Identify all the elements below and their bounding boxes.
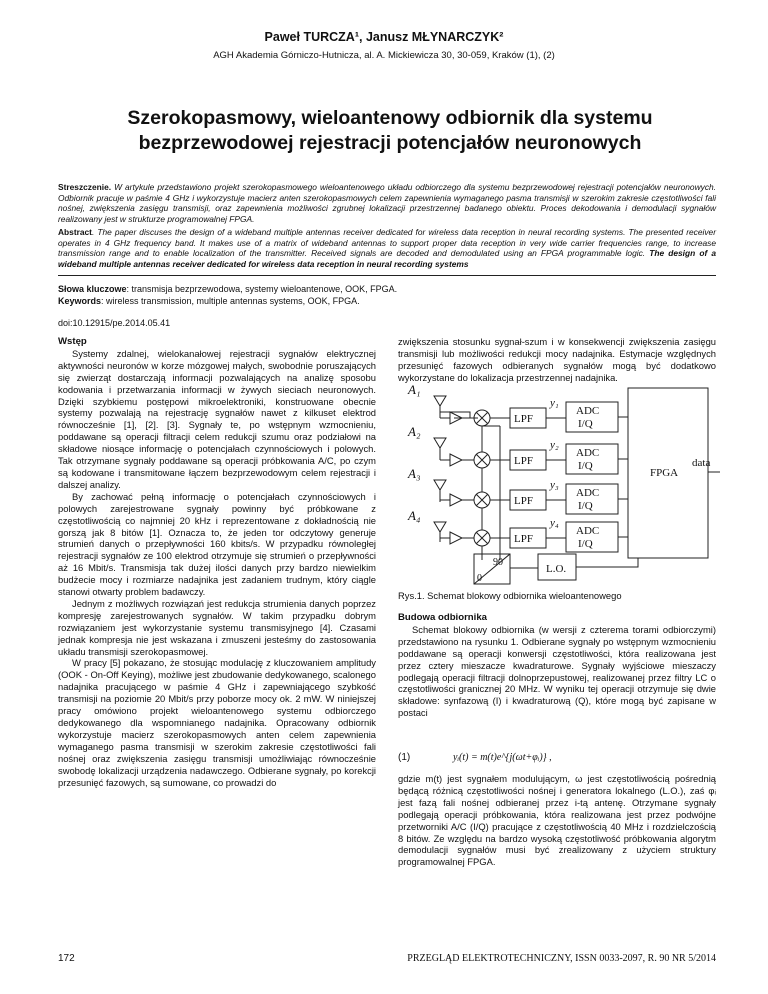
- fpga-label: FPGA: [650, 467, 679, 479]
- page-number: 172: [58, 953, 75, 964]
- antenna-icon: [434, 480, 446, 502]
- data-label: data: [692, 457, 711, 469]
- left-column: [58, 336, 376, 788]
- antenna-label: A₄: [408, 508, 421, 523]
- right-intro: [398, 336, 716, 384]
- lpf-label: LPF: [514, 413, 533, 425]
- output-label: y₂: [550, 439, 559, 451]
- adc-iq-label: I/Q: [578, 418, 593, 430]
- equation-number: (1): [398, 752, 411, 763]
- output-label: y₁: [550, 397, 559, 409]
- lpf-label: LPF: [514, 455, 533, 467]
- output-label: y₃: [550, 479, 559, 491]
- mixer-chain: [440, 410, 576, 584]
- receiver-paragraph-2: gdzie m(t) jest sygnałem modulującym, ω jest częstotliwością pośrednią będącą różnicą częstotliwości nośnej i generatora lokalnego (L.O.), zaś φᵢ jest fazą fali nośnej odbieranej przez i-tą antenę. Otrzymane sygnały podlegają operacji próbkowania, która realizowana jest przez podwójne przetworniki A/C (I/Q) pracujące z częstotliwością 40 MHz i rozdzielczością 8 bitów. Ze względu na bardzo wysoką częstotliwość próbkowania algorytm demodulacji sygnałów musi być zrealizowany z użyciem struktury programowalnej FPGA.: [398, 773, 716, 868]
- abstract-en-label: Abstract: [58, 227, 92, 237]
- abstract-pl-label: Streszczenie.: [58, 182, 112, 192]
- keywords-en: [58, 295, 716, 307]
- antenna-icon: [434, 438, 446, 460]
- lpf-label: LPF: [514, 495, 533, 507]
- adc-iq-label: I/Q: [578, 460, 593, 472]
- output-label: y₄: [550, 517, 559, 529]
- authors: Paweł TURCZA¹, Janusz MŁYNARCZYK²: [264, 30, 504, 44]
- equation: yᵢ(t) = m(t)e^{j(ωt+φᵢ)} ,: [453, 752, 552, 763]
- amplifier-icon: [450, 532, 462, 544]
- intro-paragraph: Systemy zdalnej, wielokanałowej rejestracji sygnałów elektrycznej aktywności neuronów w korze mózgowej małych, swobodnie poruszających się zwierząt dostarczają informacji pozwalających na analizę sposobu kodowania i przetwarzania informacji w żywych sieciach neuronowych. Dzięki szybkiemu postępowi mikroelektroniki, konstruowane obecnie systemy pozwalają na rejestrację sygnałów nawet z kilkuset elektrod równocześnie [1], [2]. [3]. Sygnały te, po wstępnym wzmocnieniu, poddawane są operacji filtracji celem redukcji szumu oraz podziałowi na składowe niosące informację o potencjałach czynnościowych i polowych. Tak otrzymane sygnały poddawane są operacji próbkowania A/C, po czym są kodowane i transmitowane łączem bezprzewodowym celem rejestracji i dalszej analizy.: [58, 347, 376, 490]
- intro-heading: Wstęp: [58, 336, 87, 347]
- intro-paragraph: Jednym z możliwych rozwiązań jest redukcja strumienia danych poprzez kompresję zarejestrowanych sygnałów. W takim przypadku dobrym rozwiązaniem jest wykorzystanie systemu transmisyjnego [4]. Czasami jednak kompresja nie jest wskazana i zmuszeni jesteśmy do zastosowania układu transmisji szerokopasmowej.: [58, 597, 376, 657]
- phase-90-label: 90: [493, 557, 503, 568]
- amplifier-icon: [450, 494, 462, 506]
- keywords-pl: [58, 283, 716, 295]
- antenna-label: A₂: [408, 424, 421, 439]
- adc-fpga-links: [618, 417, 628, 537]
- lo-label: L.O.: [546, 563, 567, 575]
- adc-iq-label: I/Q: [578, 538, 593, 550]
- right-body-2: [398, 773, 716, 868]
- abstract-pl-text: W artykule przedstawiono projekt szerokopasmowego wieloantenowego układu odbiorczego dla systemu bezprzewodowej rejestracji potencjałów neuronowych. Odbiornik pracuje w paśmie 4 GHz i wykorzystuje macierz anten szerokopasmowych celem zapewnienia wymaganego pasma transmisji w szerokim zakresie częstotliwości fali nośnej, zwiększenia zasięgu transmisji, oraz zapewnienia możliwości zgrubnej lokalizacji przestrzennej badanego obiektu. Proces dekodowania i demodulacji sygnałów realizowany jest w strukturze programowalnej FPGA.: [58, 182, 716, 224]
- adc-label: ADC: [576, 525, 600, 537]
- signal-path: [440, 412, 478, 418]
- equation-row: [398, 752, 716, 763]
- divider: [58, 275, 716, 276]
- receiver-heading: Budowa odbiornika: [398, 612, 488, 623]
- adc-label: ADC: [576, 447, 600, 459]
- abstract-pl: [58, 182, 716, 224]
- affiliation: AGH Akademia Górniczo-Hutnicza, al. A. Mickiewicza 30, 30-059, Kraków (1), (2): [213, 50, 555, 61]
- title-line-2: bezprzewodowej rejestracji potencjałów neuronowych: [138, 132, 642, 154]
- title-line-1: Szerokopasmowy, wieloantenowy odbiornik dla systemu: [127, 107, 653, 129]
- journal-footer: PRZEGLĄD ELEKTROTECHNICZNY, ISSN 0033-2097, R. 90 NR 5/2014: [407, 953, 716, 964]
- right-intro-paragraph: zwiększenia stosunku sygnał-szum i w konsekwencji zwiększenia zasięgu transmisji lub możliwości redukcji mocy nadajnika. Estymacje względnych przesunięć fazowych odbieranych sygnałów mogą być dodatkowo wykorzystane do lokalizacja przestrzennej nadajnika.: [398, 336, 716, 383]
- abstract-en-bold: The design of a wideband multiple antennas receiver dedicated for wireless data reception in neural recording systems: [58, 248, 717, 269]
- antenna-icon: [434, 522, 446, 542]
- abstract-en: [58, 227, 716, 269]
- antenna-label: A₃: [408, 466, 421, 481]
- right-body: [398, 612, 716, 719]
- keywords-pl-label: Słowa kluczowe: [58, 284, 127, 294]
- lpf-label: LPF: [514, 533, 533, 545]
- intro-paragraph: W pracy [5] pokazano, że stosując modulację z kluczowaniem amplitudy (OOK - On-Off Keying), możliwe jest zbudowanie dedykowanego, scalonego nadajnika pracującego w paśmie 4 GHz i zapewniającego szybkość transmisji na poziomie 20 Mbit/s przy poborze mocy ok. 2 mW. W niniejszej pracy omówiono projekt wieloantenowego systemu odbiorczego dedykowanego dla wspomnianego nadajnika. Opracowany odbiornik wykorzystuje macierz szerokopasmowych anten celem zapewnienia wymaganego pasma transmisji w szerokim zakresie częstotliwości fali nośnej oraz zwiększenia zasięgu transmisji umożliwiając równocześnie swobodę lokalizacji urządzenia nadawczego. Odbierane sygnały, po korekcji przesunięć fazowych, są sumowane, co prowadzi do: [58, 657, 376, 788]
- phase-0-label: 0: [477, 573, 482, 584]
- intro-paragraph: By zachować pełną informację o potencjałach czynnościowych i polowych zarejestrowane sygnały powinny być próbkowane z częstotliwością co najmniej 20 kHz i reprezentowane z dokładnością nie gorszą jak 8 bitów [1]. Oznacza to, że jeden tor odczytowy generuje strumień danych o przepływności 160 kbits/s. W przypadku równoległej rejestracji sygnałów ze 100 elektrod otrzymuje się strumień o przepływności aż 16 Mbit/s. Transmisja tak dużej ilości danych przy bardzo niewielkim budżecie mocy i rozmiarze nadajnika jest zadaniem trudnym, który ciągle stanowi otwarty problem badawczy.: [58, 490, 376, 598]
- block-diagram-figure: [400, 382, 720, 587]
- figure-caption: Rys.1. Schemat blokowy odbiornika wieloantenowego: [398, 590, 622, 601]
- keywords-en-label: Keywords: [58, 296, 102, 306]
- abstract-en-text: . The paper discuses the design of a wideband multiple antennas receiver dedicated for wireless data reception in neural recording systems. The presented receiver operates in 4 GHz frequency band. It makes use of a matrix of wideband antennas to support proper data reception in very wide carrier frequencies range, to increase transmission range and to enable localization of the transmitter. Received signals are decoded and demodulated using an FPGA programmable logic.: [58, 227, 716, 258]
- adc-iq-label: I/Q: [578, 500, 593, 512]
- doi: doi:10.12915/pe.2014.05.41: [58, 318, 171, 328]
- antenna-label: A₁: [408, 382, 421, 397]
- amplifier-icon: [450, 454, 462, 466]
- paper-title: [90, 106, 690, 156]
- adc-label: ADC: [576, 405, 600, 417]
- antenna-icon: [434, 396, 446, 418]
- keywords-pl-text: : transmisja bezprzewodowa, systemy wieloantenowe, OOK, FPGA.: [126, 284, 398, 294]
- adc-label: ADC: [576, 487, 600, 499]
- keywords-en-text: : wireless transmission, multiple antennas systems, OOK, FPGA.: [101, 296, 360, 306]
- receiver-paragraph-1: Schemat blokowy odbiornika (w wersji z czterema torami odbiorczymi) przedstawiono na rysunku 1. Odbierane sygnały po wstępnym wzmocnieniu poddawane są operacji konwersji częstotliwości, która realizowana jest przez cztery mieszacze kwadraturowe. Sygnały wyjściowe mieszaczy podlegają operacji filtracji dolnoprzepustowej, realizowanej przez filtry LC o częstotliwości granicznej 20 MHz. W wyniku tej operacji otrzymuje się dwie składowe: synfazową (I) i kwadraturową (Q), które mogą być zapisane w postaci: [398, 623, 716, 719]
- fpga-lo-control: [576, 558, 638, 567]
